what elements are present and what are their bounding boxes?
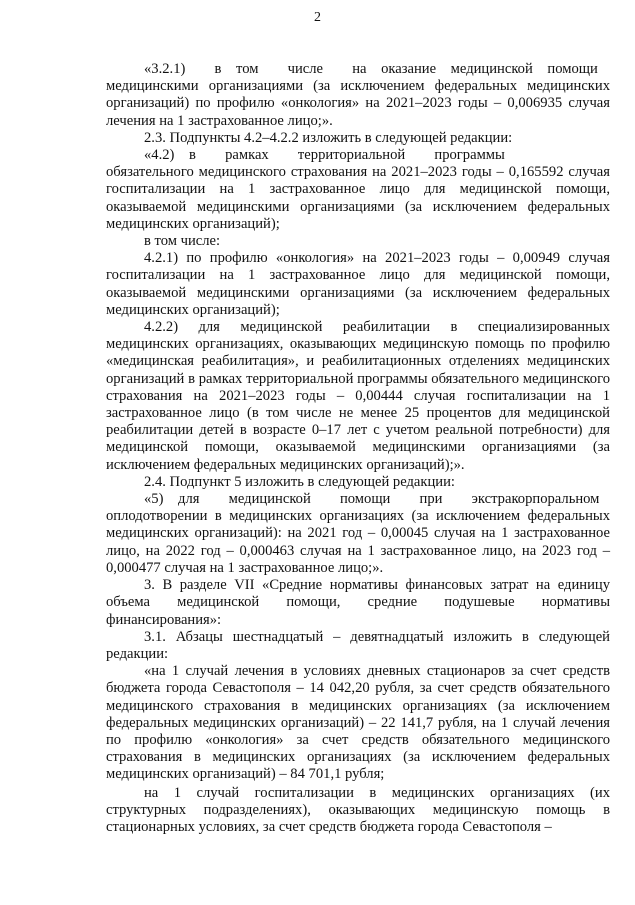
paragraph-day-hospital: «на 1 случай лечения в условиях дневных стационаров за счет средств бюджета города Севастополя – 14 042,20 рубля, за счет средств обязательного медицинского страхования в медицинских организациях (за исключением федеральных медицинских организаций) – 22 141,7 рубля, на 1 случай лечения по профилю «онкология» за счет средств обязательного медицинского страхования в медицинских организациях (за исключением федеральных медицинских организаций) – 84 701,1 рубля; [106,663,610,783]
paragraph-4-2: «4.2) в рамках территориальной программы обязательного медицинского страхования на 2021–2023 годы – 0,165592 случая госпитализации на 1 застрахованное лицо для медицинской помощи, оказываемой медицинскими организациями (за исключением федеральных медицинских организаций); [106,147,610,232]
paragraph-in-that-number: в том числе: [144,233,221,250]
paragraph-5: «5) для медицинской помощи при экстракорпоральном оплодотворении в медицинских организациях (за исключением федеральных медицинских организаций): на 2021 год – 0,00045 случая на 1 застрахованное лицо, на 2022 год – 0,000463 случая на 1 застрахованное лицо, на 2023 год – 0,000477 случая на 1 застрахованное лицо;». [106,491,610,576]
paragraph-hospitalization: на 1 случай госпитализации в медицинских организациях (их структурных подразделениях), оказывающих медицинскую помощь в стационарных условиях, за счет средств бюджета города Севастополя – [106,784,610,835]
paragraph-4-2-1: 4.2.1) по профилю «онкология» на 2021–2023 годы – 0,00949 случая госпитализации на 1 застрахованное лицо для медицинской помощи, оказываемой медицинскими организациями (за исключением федеральных медицинских организаций); [106,250,610,318]
paragraph-3-section-vii: 3. В разделе VII «Средние нормативы финансовых затрат на единицу объема медицинской помощи, средние подушевые нормативы финансирования»: [106,577,610,628]
paragraph-2-4-heading: 2.4. Подпункт 5 изложить в следующей редакции: [144,473,455,490]
paragraph-3-2-1: «3.2.1) в том числе на оказание медицинской помощи медицинскими организациями (за исключением федеральных медицинских организаций) по профилю «онкология» на 2021–2023 годы – 0,006935 случая лечения на 1 застрахованное лицо;». [106,61,610,129]
paragraph-2-3-heading: 2.3. Подпункты 4.2–4.2.2 изложить в следующей редакции: [144,129,513,146]
page-number: 2 [314,10,321,25]
paragraph-4-2-2: 4.2.2) для медицинской реабилитации в специализированных медицинских организациях, оказывающих медицинскую помощь по профилю «медицинская реабилитация», и реабилитационных отделениях медицинских организаций в рамках территориальной программы обязательного медицинского страхования на 2021–2023 годы – 0,00444 случая госпитализации на 1 застрахованное лицо (в том числе не менее 25 процентов для медицинской реабилитации детей в возрасте 0–17 лет с учетом реальной потребности) для медицинской помощи, оказываемой медицинскими организациями (за исключением федеральных медицинских организаций);». [106,319,610,473]
document-body [106,61,610,836]
paragraph-3-1: 3.1. Абзацы шестнадцатый – девятнадцатый изложить в следующей редакции: [106,628,610,662]
